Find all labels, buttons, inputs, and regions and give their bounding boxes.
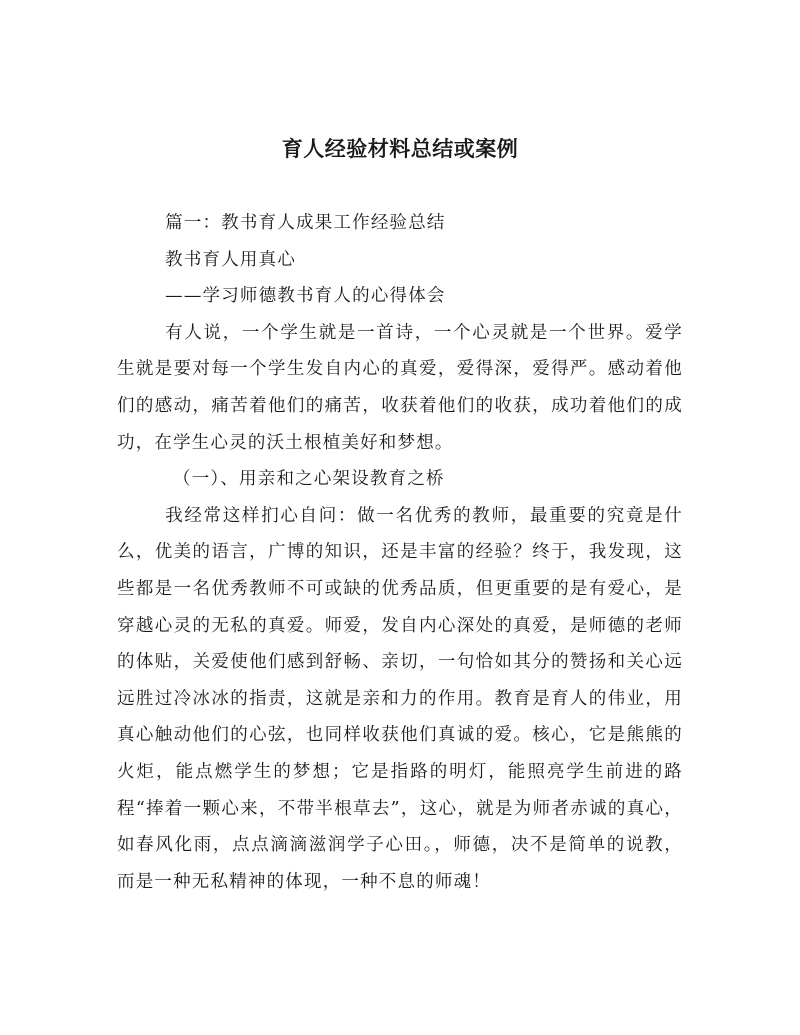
document-title: 育人经验材料总结或案例	[281, 137, 519, 161]
body-paragraph: 我经常这样扪心自问：做一名优秀的教师，最重要的究竟是什么，优美的语言，广博的知识，还是丰富的经验？终于，我发现，这些都是一名优秀教师不可或缺的优秀品质，但更重要的是有爱心，是穿越心灵的无私的真爱。师爱，发自内心深处的真爱，是师德的老师的体贴，关爱使他们感到舒畅、亲切，一句恰如其分的赞扬和关心远远胜过冷冰冰的指责，这就是亲和力的作用。教育是育人的伟业，用真心触动他们的心弦，也同样收获他们真诚的爱。核心，它是熊熊的火炬，能点燃学生的梦想；它是指路的明灯，能照亮学生前进的路程“捧着一颗心来，不带半根草去”，这心，就是为师者赤诚的真心，如春风化雨，点点滴滴滋润学子心田。，师德，决不是简单的说教，而是一种无私精神的体现，一种不息的师魂！	[117, 505, 683, 892]
document-body	[117, 205, 683, 900]
section-heading: 篇一：教书育人成果工作经验总结	[165, 213, 446, 233]
article-title: 教书育人用真心	[165, 249, 297, 270]
subsection-heading: （一）、用亲和之心架设教育之桥	[173, 469, 445, 490]
article-subtitle: ——学习师德教书育人的心得体会	[165, 286, 446, 307]
intro-paragraph: 有人说，一个学生就是一首诗，一个心灵就是一个世界。爱学生就是要对每一个学生发自内心的真爱，爱得深，爱得严。感动着他们的感动，痛苦着他们的痛苦，收获着他们的收获，成功着他们的成功，在学生心灵的沃土根植美好和梦想。	[117, 322, 683, 453]
